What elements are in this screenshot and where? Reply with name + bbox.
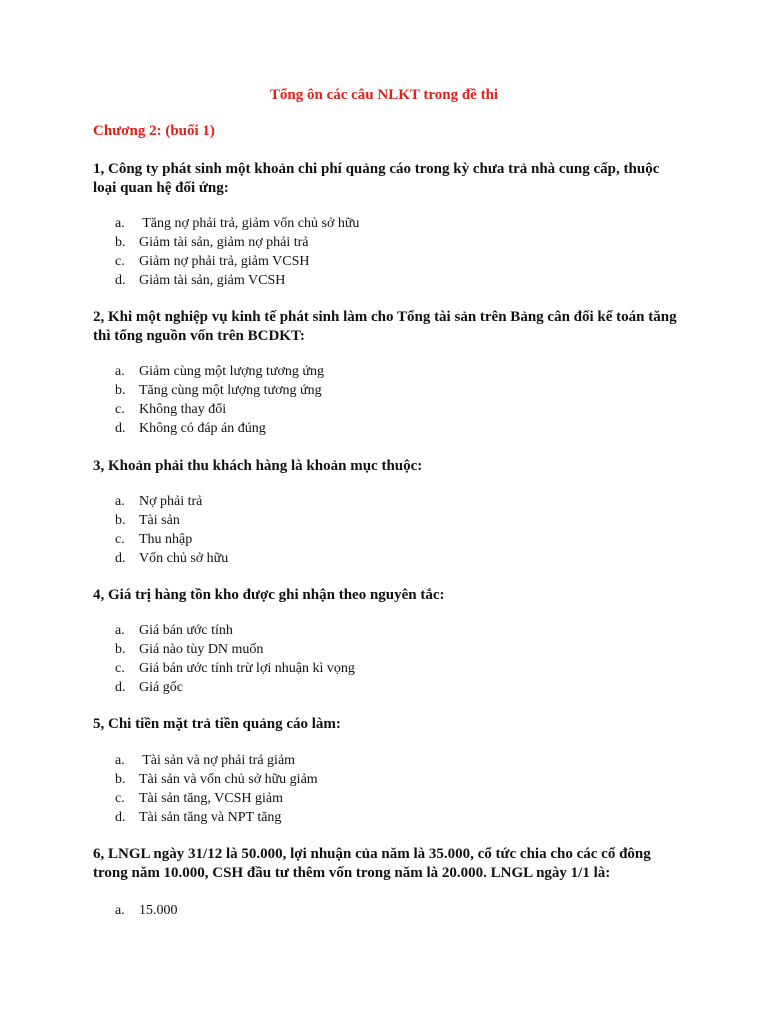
q5-option-b: b. Tài sản và vốn chủ sở hữu giảm: [115, 772, 318, 787]
question-5: 5, Chi tiền mặt trả tiền quảng cáo làm:: [93, 716, 341, 732]
q5-option-c: c. Tài sản tăng, VCSH giảm: [115, 791, 284, 806]
q3-option-a: a. Nợ phải trả: [115, 494, 203, 509]
q5-option-a: a. Tài sản và nợ phải trả giảm: [115, 753, 296, 768]
q4-option-d: d. Giá gốc: [115, 680, 183, 695]
q1-option-a: a. Tăng nợ phải trả, giảm vốn chủ sở hữu: [115, 216, 360, 231]
document-title: Tổng ôn các câu NLKT trong đề thi: [269, 87, 499, 103]
question-1: 1, Công ty phát sinh một khoản chi phí quảng cáo trong kỳ chưa trả nhà cung cấp, thuộc loại quan hệ đối ứng:: [93, 161, 660, 196]
q2-option-a: a. Giảm cùng một lượng tương ứng: [115, 364, 324, 379]
q1-option-d: d. Giảm tài sản, giảm VCSH: [115, 273, 286, 288]
q3-option-c: c. Thu nhập: [115, 532, 193, 547]
q3-option-d: d. Vốn chủ sở hữu: [115, 551, 229, 566]
q2-option-b: b. Tăng cùng một lượng tương ứng: [115, 383, 322, 398]
q1-option-b: b. Giảm tài sản, giảm nợ phải trả: [115, 235, 309, 250]
q5-option-d: d. Tài sản tăng và NPT tăng: [115, 810, 282, 825]
q4-option-a: a. Giá bán ước tính: [115, 623, 233, 638]
q3-option-b: b. Tài sản: [115, 513, 180, 528]
question-6: 6, LNGL ngày 31/12 là 50.000, lợi nhuận của năm là 35.000, cổ tức chia cho các cổ đông trong năm 10.000, CSH đầu tư thêm vốn trong năm là 20.000. LNGL ngày 1/1 là:: [93, 846, 651, 881]
q4-option-c: c. Giá bán ước tính trừ lợi nhuận kì vọng: [115, 661, 355, 676]
question-4: 4, Giá trị hàng tồn kho được ghi nhận theo nguyên tắc:: [93, 587, 445, 603]
q2-option-d: d. Không có đáp án đúng: [115, 421, 266, 436]
q2-option-c: c. Không thay đổi: [115, 402, 227, 417]
q1-option-c: c. Giảm nợ phải trả, giảm VCSH: [115, 254, 310, 269]
chapter-heading: Chương 2: (buổi 1): [93, 123, 215, 139]
question-2: 2, Khi một nghiệp vụ kinh tế phát sinh làm cho Tổng tài sản trên Bảng cân đối kế toán tăng thì tổng nguồn vốn trên BCDKT:: [93, 309, 677, 344]
q6-option-a: a. 15.000: [115, 903, 178, 918]
question-3: 3, Khoản phải thu khách hàng là khoản mục thuộc:: [93, 458, 423, 474]
q4-option-b: b. Giá nào tùy DN muốn: [115, 642, 264, 657]
